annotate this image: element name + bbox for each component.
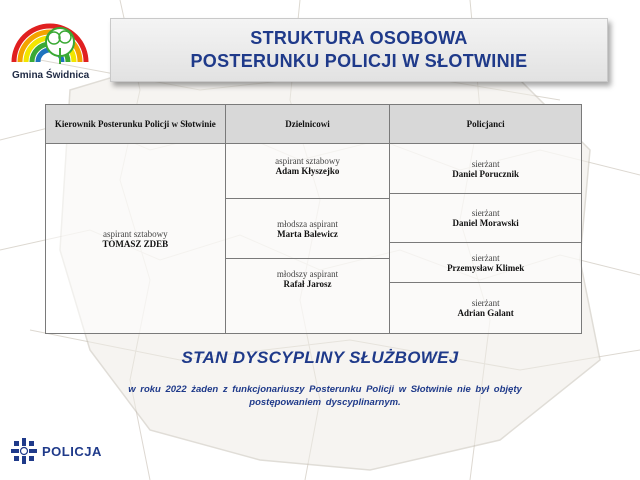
dzielnicowi-cell bbox=[225, 144, 390, 334]
policjant-name: Daniel Porucznik bbox=[452, 168, 520, 179]
dzielnicowy-rank: młodszy aspirant bbox=[276, 269, 339, 279]
policjant-entry bbox=[390, 243, 581, 283]
policjant-entry bbox=[390, 283, 581, 333]
police-logo bbox=[10, 437, 102, 465]
title-line-1: STRUKTURA OSOBOWA bbox=[250, 28, 468, 48]
dzielnicowy-name: Rafał Jarosz bbox=[283, 279, 332, 289]
policjant-name: Adrian Galant bbox=[457, 308, 514, 318]
title-line-2: POSTERUNKU POLICJI W SŁOTWINIE bbox=[190, 51, 528, 71]
kierownik-name: TOMASZ ZDEB bbox=[102, 238, 169, 249]
policjant-name: Przemysław Klimek bbox=[447, 262, 525, 273]
police-label: POLICJA bbox=[42, 443, 102, 459]
structure-table bbox=[45, 104, 582, 334]
dzielnicowy-entry bbox=[226, 144, 390, 199]
dzielnicowy-name: Adam Kłyszejko bbox=[275, 166, 340, 176]
table-body-row bbox=[46, 144, 582, 334]
logo-caption: Gmina Świdnica bbox=[12, 70, 90, 81]
discipline-headline: STAN DYSCYPLINY SŁUŻBOWEJ bbox=[181, 348, 459, 367]
discipline-note: w roku 2022 żaden z funkcjonariuszy Posterunku Policji w Słotwinie nie był objęty postępowaniem dyscyplinarnym. bbox=[128, 384, 522, 408]
dzielnicowy-rank: aspirant sztabowy bbox=[275, 156, 340, 166]
header-policjanci: Policjanci bbox=[390, 105, 582, 144]
policjant-rank: sierżant bbox=[471, 298, 500, 308]
dzielnicowy-entry bbox=[226, 259, 390, 333]
dzielnicowy-name: Marta Balewicz bbox=[277, 228, 338, 239]
kierownik-cell bbox=[46, 144, 226, 334]
header-kierownik: Kierownik Posterunku Policji w Słotwinie bbox=[46, 105, 226, 144]
header-dzielnicowi: Dzielnicowi bbox=[225, 105, 390, 144]
police-star-icon bbox=[10, 437, 38, 465]
dzielnicowy-rank: młodsza aspirant bbox=[277, 218, 338, 229]
policjanci-cell bbox=[390, 144, 582, 334]
table-header-row bbox=[46, 105, 582, 144]
policjant-name: Daniel Morawski bbox=[452, 218, 519, 228]
policjant-entry bbox=[390, 194, 581, 243]
title-box bbox=[110, 18, 608, 82]
policjant-rank: sierżant bbox=[471, 208, 500, 218]
policjant-rank: sierżant bbox=[471, 158, 500, 169]
policjant-entry bbox=[390, 144, 581, 194]
dzielnicowy-entry bbox=[226, 199, 390, 259]
policjant-rank: sierżant bbox=[471, 252, 500, 263]
kierownik-rank: aspirant sztabowy bbox=[102, 228, 168, 239]
